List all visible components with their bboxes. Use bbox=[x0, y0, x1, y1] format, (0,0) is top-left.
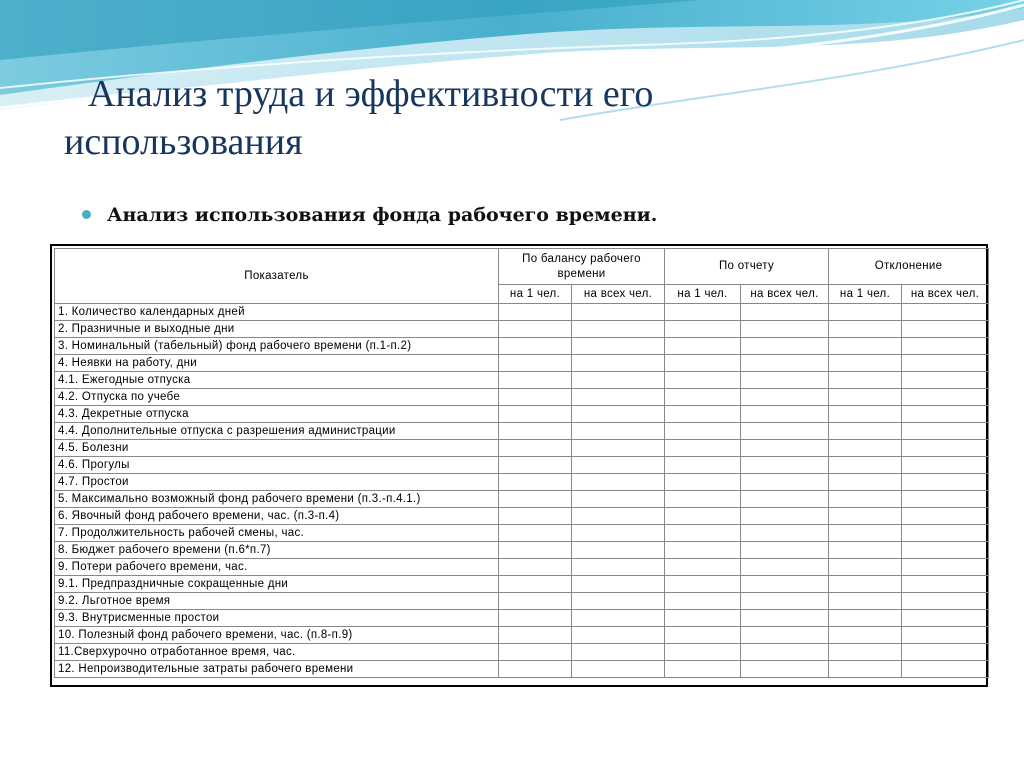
row-label: 2. Празничные и выходные дни bbox=[55, 321, 499, 338]
value-cell bbox=[829, 406, 902, 423]
value-cell bbox=[829, 355, 902, 372]
value-cell bbox=[572, 423, 665, 440]
header-sub: на всех чел. bbox=[902, 285, 989, 304]
value-cell bbox=[741, 304, 829, 321]
value-cell bbox=[829, 321, 902, 338]
header-group-deviation: Отклонение bbox=[829, 249, 989, 285]
table-row bbox=[55, 542, 989, 559]
header-row-groups bbox=[55, 249, 989, 285]
bullet-item bbox=[82, 204, 657, 226]
value-cell bbox=[499, 440, 572, 457]
value-cell bbox=[665, 406, 741, 423]
value-cell bbox=[499, 491, 572, 508]
header-sub: на всех чел. bbox=[572, 285, 665, 304]
value-cell bbox=[902, 593, 989, 610]
value-cell bbox=[499, 338, 572, 355]
header-sub: на 1 чел. bbox=[829, 285, 902, 304]
value-cell bbox=[902, 661, 989, 678]
value-cell bbox=[902, 610, 989, 627]
table-body bbox=[55, 304, 989, 678]
value-cell bbox=[572, 661, 665, 678]
value-cell bbox=[499, 525, 572, 542]
value-cell bbox=[572, 559, 665, 576]
bullet-text: Анализ использования фонда рабочего времени. bbox=[107, 204, 658, 226]
value-cell bbox=[665, 423, 741, 440]
value-cell bbox=[665, 542, 741, 559]
row-label: 1. Количество календарных дней bbox=[55, 304, 499, 321]
table-row bbox=[55, 372, 989, 389]
value-cell bbox=[665, 372, 741, 389]
value-cell bbox=[499, 321, 572, 338]
value-cell bbox=[499, 508, 572, 525]
value-cell bbox=[741, 338, 829, 355]
table-row bbox=[55, 338, 989, 355]
slide-title bbox=[64, 70, 1004, 166]
row-label: 3. Номинальный (табельный) фонд рабочего времени (п.1-п.2) bbox=[55, 338, 499, 355]
value-cell bbox=[829, 474, 902, 491]
value-cell bbox=[572, 389, 665, 406]
value-cell bbox=[902, 559, 989, 576]
value-cell bbox=[741, 389, 829, 406]
value-cell bbox=[741, 457, 829, 474]
row-label: 9.2. Льготное время bbox=[55, 593, 499, 610]
row-label: 8. Бюджет рабочего времени (п.6*п.7) bbox=[55, 542, 499, 559]
value-cell bbox=[572, 338, 665, 355]
value-cell bbox=[499, 644, 572, 661]
table-row bbox=[55, 423, 989, 440]
value-cell bbox=[665, 525, 741, 542]
table-row bbox=[55, 559, 989, 576]
value-cell bbox=[741, 593, 829, 610]
value-cell bbox=[741, 406, 829, 423]
value-cell bbox=[741, 423, 829, 440]
value-cell bbox=[741, 525, 829, 542]
table-row bbox=[55, 610, 989, 627]
value-cell bbox=[665, 644, 741, 661]
table-row bbox=[55, 304, 989, 321]
value-cell bbox=[572, 610, 665, 627]
value-cell bbox=[572, 474, 665, 491]
value-cell bbox=[572, 457, 665, 474]
value-cell bbox=[902, 338, 989, 355]
value-cell bbox=[572, 525, 665, 542]
table-row bbox=[55, 457, 989, 474]
value-cell bbox=[829, 661, 902, 678]
value-cell bbox=[741, 644, 829, 661]
row-label: 5. Максимально возможный фонд рабочего времени (п.3.-п.4.1.) bbox=[55, 491, 499, 508]
value-cell bbox=[572, 627, 665, 644]
value-cell bbox=[665, 559, 741, 576]
value-cell bbox=[665, 321, 741, 338]
value-cell bbox=[572, 508, 665, 525]
table-row bbox=[55, 576, 989, 593]
value-cell bbox=[829, 389, 902, 406]
slide-title-line-1: Анализ труда и эффективности его bbox=[88, 73, 654, 115]
value-cell bbox=[829, 644, 902, 661]
value-cell bbox=[572, 542, 665, 559]
value-cell bbox=[572, 372, 665, 389]
table-row bbox=[55, 508, 989, 525]
value-cell bbox=[741, 372, 829, 389]
value-cell bbox=[572, 355, 665, 372]
table-row bbox=[55, 474, 989, 491]
value-cell bbox=[902, 355, 989, 372]
value-cell bbox=[665, 440, 741, 457]
value-cell bbox=[572, 304, 665, 321]
value-cell bbox=[741, 542, 829, 559]
table-row bbox=[55, 321, 989, 338]
header-group-balance: По балансу рабочего времени bbox=[499, 249, 665, 285]
value-cell bbox=[902, 576, 989, 593]
value-cell bbox=[829, 610, 902, 627]
value-cell bbox=[741, 576, 829, 593]
value-cell bbox=[499, 627, 572, 644]
value-cell bbox=[499, 576, 572, 593]
table-row bbox=[55, 593, 989, 610]
row-label: 4.1. Ежегодные отпуска bbox=[55, 372, 499, 389]
work-time-table bbox=[54, 248, 989, 678]
value-cell bbox=[572, 406, 665, 423]
value-cell bbox=[902, 474, 989, 491]
value-cell bbox=[829, 423, 902, 440]
value-cell bbox=[741, 474, 829, 491]
value-cell bbox=[829, 457, 902, 474]
value-cell bbox=[665, 508, 741, 525]
row-label: 7. Продолжительность рабочей смены, час. bbox=[55, 525, 499, 542]
row-label: 9.1. Предпраздничные сокращенные дни bbox=[55, 576, 499, 593]
value-cell bbox=[741, 321, 829, 338]
value-cell bbox=[829, 508, 902, 525]
value-cell bbox=[499, 474, 572, 491]
header-sub: на всех чел. bbox=[741, 285, 829, 304]
table-row bbox=[55, 355, 989, 372]
value-cell bbox=[902, 423, 989, 440]
value-cell bbox=[499, 559, 572, 576]
value-cell bbox=[902, 627, 989, 644]
value-cell bbox=[741, 491, 829, 508]
value-cell bbox=[572, 593, 665, 610]
row-label: 9. Потери рабочего времени, час. bbox=[55, 559, 499, 576]
value-cell bbox=[665, 661, 741, 678]
value-cell bbox=[741, 661, 829, 678]
bullet-dot-icon bbox=[82, 210, 91, 219]
row-label: 4.5. Болезни bbox=[55, 440, 499, 457]
value-cell bbox=[741, 440, 829, 457]
value-cell bbox=[741, 508, 829, 525]
header-group-report: По отчету bbox=[665, 249, 829, 285]
value-cell bbox=[665, 491, 741, 508]
value-cell bbox=[665, 457, 741, 474]
value-cell bbox=[902, 406, 989, 423]
value-cell bbox=[902, 644, 989, 661]
value-cell bbox=[829, 304, 902, 321]
value-cell bbox=[499, 593, 572, 610]
value-cell bbox=[829, 525, 902, 542]
row-label: 11.Сверхурочно отработанное время, час. bbox=[55, 644, 499, 661]
table-frame bbox=[50, 244, 988, 687]
value-cell bbox=[499, 389, 572, 406]
value-cell bbox=[572, 440, 665, 457]
value-cell bbox=[665, 304, 741, 321]
value-cell bbox=[665, 338, 741, 355]
value-cell bbox=[741, 559, 829, 576]
value-cell bbox=[499, 542, 572, 559]
value-cell bbox=[902, 508, 989, 525]
value-cell bbox=[665, 389, 741, 406]
header-sub: на 1 чел. bbox=[499, 285, 572, 304]
table-row bbox=[55, 525, 989, 542]
value-cell bbox=[665, 474, 741, 491]
row-label: 9.3. Внутрисменные простои bbox=[55, 610, 499, 627]
table-row bbox=[55, 644, 989, 661]
row-label: 6. Явочный фонд рабочего времени, час. (п.3-п.4) bbox=[55, 508, 499, 525]
value-cell bbox=[499, 661, 572, 678]
row-label: 4.3. Декретные отпуска bbox=[55, 406, 499, 423]
value-cell bbox=[665, 576, 741, 593]
value-cell bbox=[902, 389, 989, 406]
value-cell bbox=[902, 457, 989, 474]
value-cell bbox=[572, 644, 665, 661]
value-cell bbox=[665, 355, 741, 372]
table-row bbox=[55, 661, 989, 678]
value-cell bbox=[665, 627, 741, 644]
value-cell bbox=[665, 610, 741, 627]
value-cell bbox=[902, 525, 989, 542]
value-cell bbox=[829, 576, 902, 593]
row-label: 4.6. Прогулы bbox=[55, 457, 499, 474]
table-row bbox=[55, 440, 989, 457]
value-cell bbox=[499, 372, 572, 389]
value-cell bbox=[829, 627, 902, 644]
table-row bbox=[55, 389, 989, 406]
value-cell bbox=[902, 491, 989, 508]
value-cell bbox=[665, 593, 741, 610]
value-cell bbox=[902, 304, 989, 321]
value-cell bbox=[741, 355, 829, 372]
header-sub: на 1 чел. bbox=[665, 285, 741, 304]
row-label: 4.7. Простои bbox=[55, 474, 499, 491]
value-cell bbox=[499, 423, 572, 440]
value-cell bbox=[572, 321, 665, 338]
row-label: 12. Непроизводительные затраты рабочего времени bbox=[55, 661, 499, 678]
row-label: 4. Неявки на работу, дни bbox=[55, 355, 499, 372]
table-row bbox=[55, 406, 989, 423]
value-cell bbox=[829, 338, 902, 355]
value-cell bbox=[829, 559, 902, 576]
value-cell bbox=[741, 627, 829, 644]
value-cell bbox=[902, 372, 989, 389]
header-indicator: Показатель bbox=[55, 249, 499, 304]
value-cell bbox=[902, 440, 989, 457]
value-cell bbox=[829, 440, 902, 457]
value-cell bbox=[829, 542, 902, 559]
value-cell bbox=[902, 542, 989, 559]
value-cell bbox=[902, 321, 989, 338]
value-cell bbox=[829, 593, 902, 610]
value-cell bbox=[829, 372, 902, 389]
row-label: 10. Полезный фонд рабочего времени, час. (п.8-п.9) bbox=[55, 627, 499, 644]
value-cell bbox=[572, 576, 665, 593]
table-row bbox=[55, 627, 989, 644]
slide-title-line-2: использования bbox=[64, 121, 303, 163]
value-cell bbox=[499, 457, 572, 474]
value-cell bbox=[499, 355, 572, 372]
value-cell bbox=[572, 491, 665, 508]
value-cell bbox=[499, 610, 572, 627]
row-label: 4.4. Дополнительные отпуска с разрешения администрации bbox=[55, 423, 499, 440]
row-label: 4.2. Отпуска по учебе bbox=[55, 389, 499, 406]
value-cell bbox=[829, 491, 902, 508]
value-cell bbox=[499, 406, 572, 423]
table-row bbox=[55, 491, 989, 508]
value-cell bbox=[741, 610, 829, 627]
value-cell bbox=[499, 304, 572, 321]
